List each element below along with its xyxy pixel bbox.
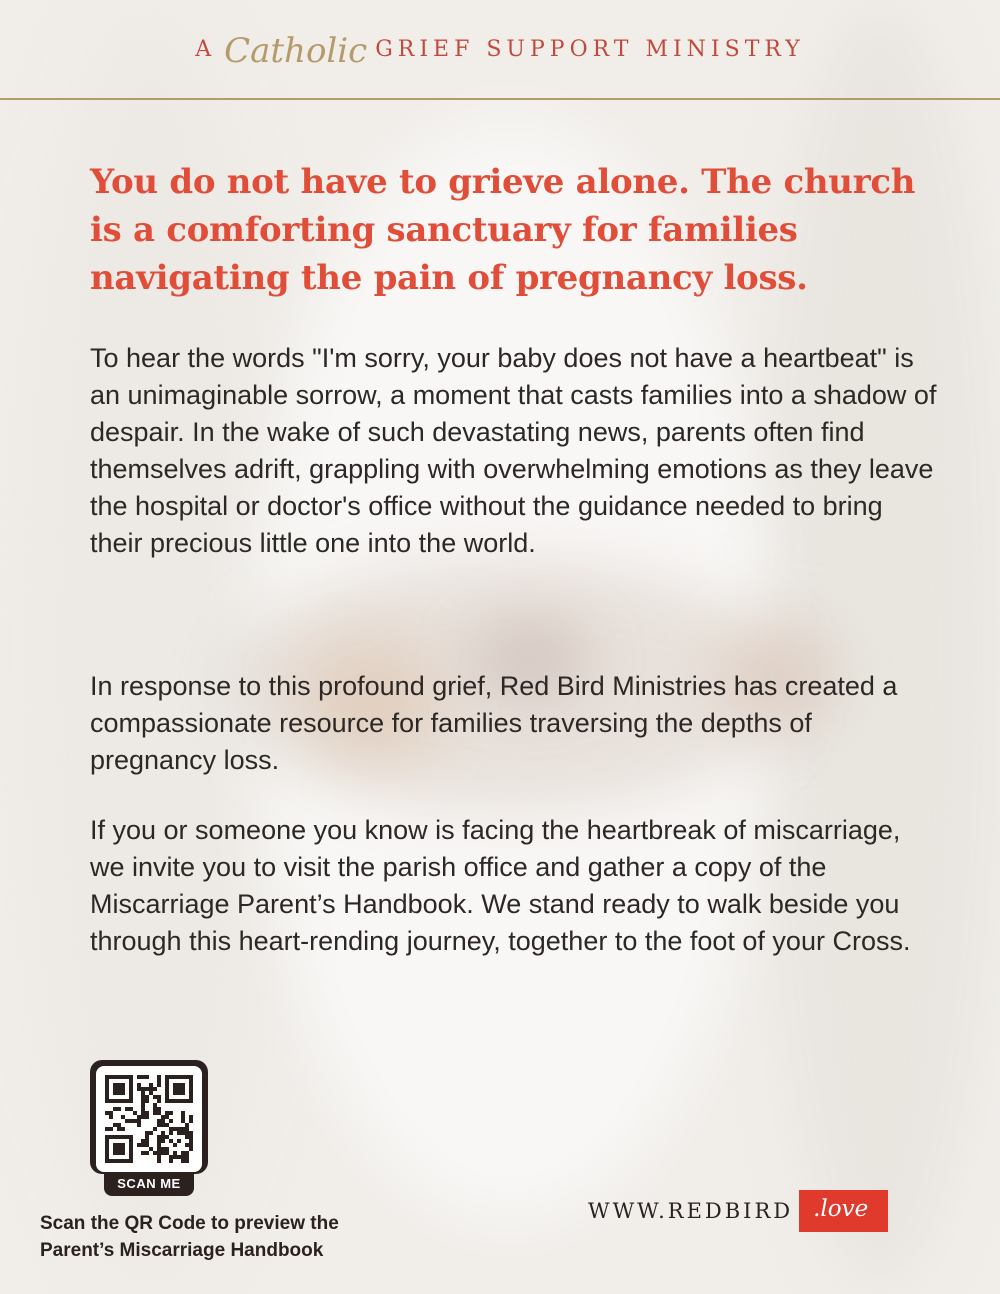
- body-paragraph-1: To hear the words "I'm sorry, your baby does not have a heartbeat" is an unimaginable sorrow, a moment that casts families into a shadow of despair. In the wake of such devastating news, parents often find themselves adrift, grappling with overwhelming emotions as they leave the hospital or doctor's office without the guidance needed to bring their precious little one into the world.: [90, 343, 937, 558]
- scan-me-label: SCAN ME: [104, 1172, 194, 1196]
- body-paragraph-3: If you or someone you know is facing the heartbreak of miscarriage, we invite you to visit the parish office and gather a copy of the Miscarriage Parent’s Handbook. We stand ready to walk beside you through this heart-rending journey, together to the foot of your Cross.: [90, 815, 911, 956]
- qr-caption-line-2: Parent’s Miscarriage Handbook: [40, 1240, 324, 1261]
- qr-caption: [40, 1210, 460, 1264]
- qr-code-image: [96, 1066, 202, 1172]
- website-link[interactable]: [588, 1188, 888, 1234]
- website-tld: .love: [799, 1190, 888, 1232]
- qr-caption-line-1: Scan the QR Code to preview the: [40, 1213, 339, 1234]
- header-divider: [0, 98, 1000, 100]
- ministry-header: [0, 0, 1000, 98]
- qr-code[interactable]: [90, 1060, 208, 1174]
- body-paragraph-2: In response to this profound grief, Red Bird Ministries has created a compassionate resource for families traversing the depths of pregnancy loss.: [90, 671, 898, 775]
- headline: You do not have to grieve alone. The church is a comforting sanctuary for families navigating the pain of pregnancy loss.: [90, 162, 916, 298]
- website-domain: WWW.REDBIRD: [588, 1199, 794, 1223]
- header-script-word: Catholic: [224, 31, 368, 71]
- header-suffix: GRIEF SUPPORT MINISTRY: [375, 36, 805, 62]
- header-prefix: A: [195, 36, 217, 62]
